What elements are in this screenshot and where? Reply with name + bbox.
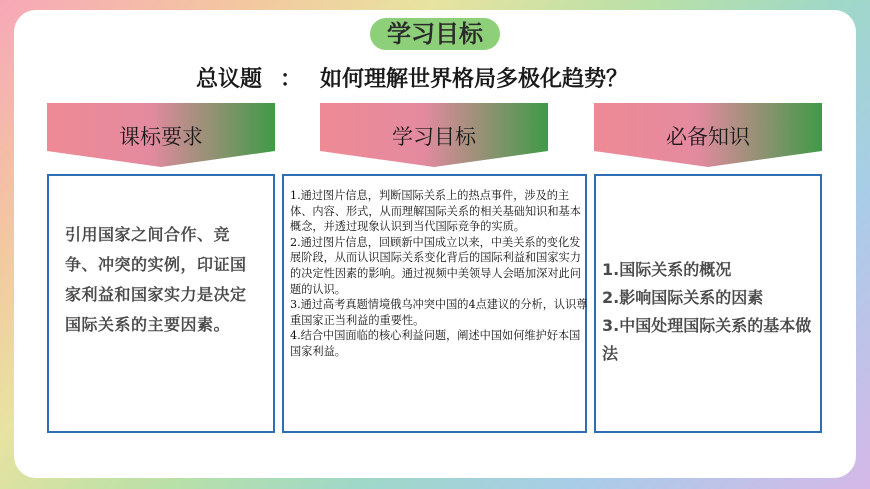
header-curriculum-label: 课标要求 xyxy=(119,125,203,149)
topic-question: 如何理解世界格局多极化趋势？ xyxy=(320,67,629,92)
objective-item: 1.通过图片信息，判断国际关系上的热点事件，涉及的主体、内容、形式，从而理解国际关系的相关基础知识和基本概念，并透过现象认识到当代国际竞争的实质。 xyxy=(290,189,581,234)
header-objectives-label: 学习目标 xyxy=(392,125,476,149)
objectives-box xyxy=(282,174,587,433)
knowledge-item: 1.国际关系的概况 xyxy=(602,260,732,279)
knowledge-item: 2.影响国际关系的因素 xyxy=(602,288,764,307)
objective-item: 4.结合中国面临的核心利益问题，阐述中国如何维护好本国国家利益。 xyxy=(290,329,581,358)
knowledge-box xyxy=(594,174,822,433)
header-knowledge xyxy=(594,103,822,169)
knowledge-item: 3.中国处理国际关系的基本做法 xyxy=(602,316,812,363)
knowledge-list xyxy=(602,256,818,368)
header-knowledge-label: 必备知识 xyxy=(666,125,750,149)
objective-item: 2.通过图片信息，回顾新中国成立以来，中美关系的变化发展阶段，从而认识国际关系变化背后的国际利益和国家实力的决定性因素的影响。通过视频中美领导人会晤加深对此问题的认识。 xyxy=(290,235,581,296)
curriculum-text: 引用国家之间合作、竞争、冲突的实例，印证国家利益和国家实力是决定国际关系的主要因素。 xyxy=(65,225,247,334)
objectives-list xyxy=(290,188,590,360)
topic-colon: ： xyxy=(280,67,303,92)
header-objectives xyxy=(320,103,548,169)
objective-item: 3.通过高考真题情境俄乌冲突中国的4点建议的分析，认识尊重国家正当利益的重要性。 xyxy=(290,298,588,327)
curriculum-box xyxy=(47,174,275,433)
slide-title: 学习目标 xyxy=(370,18,500,50)
header-curriculum xyxy=(47,103,275,169)
topic-prefix: 总议题 xyxy=(196,67,263,92)
topic-line xyxy=(196,62,696,93)
